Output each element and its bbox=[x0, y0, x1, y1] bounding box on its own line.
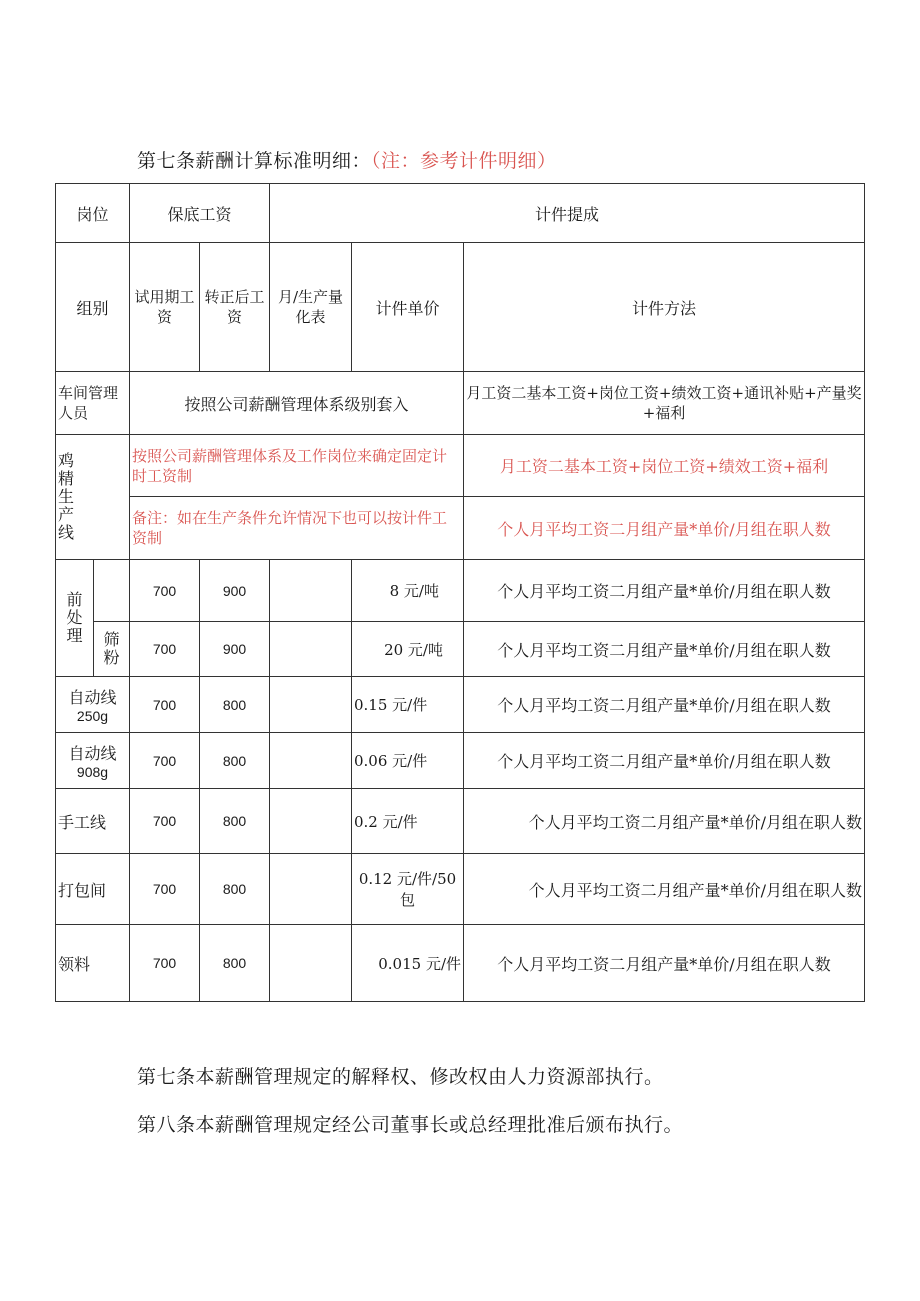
pretreat-label-text: 前处理 bbox=[66, 590, 83, 645]
table-row bbox=[56, 733, 865, 789]
chicken-row1-formula: 月工资二基本工资+岗位工资+绩效工资+福利 bbox=[464, 435, 865, 497]
row-regular: 800 bbox=[200, 733, 270, 789]
header-base-salary: 保底工资 bbox=[130, 184, 270, 243]
row-label-line2: 908g bbox=[76, 764, 109, 780]
table-row bbox=[56, 677, 865, 733]
row-price: 0.015 元/件 bbox=[352, 925, 464, 1002]
table-header-row-1 bbox=[56, 184, 865, 243]
pretreat-sub-1 bbox=[94, 560, 130, 622]
paragraph-article-8: 第八条本薪酬管理规定经公司董事长或总经理批准后颁布执行。 bbox=[137, 1114, 684, 1136]
pretreat-label bbox=[56, 560, 94, 677]
header-unit-price: 计件单价 bbox=[352, 243, 464, 372]
chicken-line-label-text: 鸡精生产线 bbox=[58, 451, 75, 542]
row-output bbox=[270, 854, 352, 925]
row-regular: 800 bbox=[200, 789, 270, 854]
table-row-management bbox=[56, 372, 865, 435]
pretreat-sub-2 bbox=[94, 622, 130, 677]
row-output bbox=[270, 733, 352, 789]
table-row-pretreat-2 bbox=[56, 622, 865, 677]
table-row bbox=[56, 854, 865, 925]
header-group: 组别 bbox=[56, 243, 130, 372]
row-formula: 个人月平均工资二月组产量*单价/月组在职人数 bbox=[464, 733, 865, 789]
pretreat-sub-2-text: 筛粉 bbox=[103, 630, 120, 667]
header-probation: 试用期工资 bbox=[130, 243, 200, 372]
table-row-pretreat-1 bbox=[56, 560, 865, 622]
row-label bbox=[56, 677, 130, 733]
row-label-line2: 250g bbox=[76, 708, 109, 724]
row-output bbox=[270, 677, 352, 733]
row-label: 手工线 bbox=[56, 789, 130, 854]
section-title bbox=[137, 146, 557, 173]
row-label-line1: 自动线 bbox=[68, 688, 117, 707]
chicken-row2-formula: 个人月平均工资二月组产量*单价/月组在职人数 bbox=[464, 497, 865, 560]
pretreat-2-output bbox=[270, 622, 352, 677]
row-probation: 700 bbox=[130, 925, 200, 1002]
header-piece-commission: 计件提成 bbox=[270, 184, 865, 243]
row-probation: 700 bbox=[130, 677, 200, 733]
header-monthly-output: 月/生产量化表 bbox=[270, 243, 352, 372]
row-probation: 700 bbox=[130, 733, 200, 789]
header-position: 岗位 bbox=[56, 184, 130, 243]
row-regular: 800 bbox=[200, 677, 270, 733]
row-price: 0.15 元/件 bbox=[352, 677, 464, 733]
paragraph-article-7: 第七条本薪酬管理规定的解释权、修改权由人力资源部执行。 bbox=[137, 1066, 664, 1088]
row-label-line1: 自动线 bbox=[68, 744, 117, 763]
table-row-chicken-1 bbox=[56, 435, 865, 497]
pretreat-1-regular: 900 bbox=[200, 560, 270, 622]
section-title-main: 第七条薪酬计算标准明细： bbox=[137, 150, 372, 172]
header-method: 计件方法 bbox=[464, 243, 865, 372]
table-header-row-2 bbox=[56, 243, 865, 372]
pretreat-1-probation: 700 bbox=[130, 560, 200, 622]
row-formula: 个人月平均工资二月组产量*单价/月组在职人数 bbox=[464, 677, 865, 733]
row-regular: 800 bbox=[200, 854, 270, 925]
pretreat-1-price: 8 元/吨 bbox=[352, 560, 464, 622]
row-formula: 个人月平均工资二月组产量*单价/月组在职人数 bbox=[464, 789, 865, 854]
pretreat-1-output bbox=[270, 560, 352, 622]
pretreat-2-price: 20 元/吨 bbox=[352, 622, 464, 677]
table-row-chicken-2 bbox=[56, 497, 865, 560]
header-regular: 转正后工资 bbox=[200, 243, 270, 372]
chicken-row2-base: 备注：如在生产条件允许情况下也可以按计件工资制 bbox=[130, 497, 464, 560]
chicken-line-label bbox=[56, 435, 130, 560]
row-price: 0.2 元/件 bbox=[352, 789, 464, 854]
row-price: 0.06 元/件 bbox=[352, 733, 464, 789]
table-row bbox=[56, 789, 865, 854]
row-label: 领料 bbox=[56, 925, 130, 1002]
pretreat-1-formula: 个人月平均工资二月组产量*单价/月组在职人数 bbox=[464, 560, 865, 622]
row-formula: 个人月平均工资二月组产量*单价/月组在职人数 bbox=[464, 925, 865, 1002]
row-label: 打包间 bbox=[56, 854, 130, 925]
row-formula: 个人月平均工资二月组产量*单价/月组在职人数 bbox=[464, 854, 865, 925]
row-price: 0.12 元/件/50包 bbox=[352, 854, 464, 925]
row-probation: 700 bbox=[130, 789, 200, 854]
row-label bbox=[56, 733, 130, 789]
table-row bbox=[56, 925, 865, 1002]
pretreat-2-regular: 900 bbox=[200, 622, 270, 677]
row-regular: 800 bbox=[200, 925, 270, 1002]
mgmt-base: 按照公司薪酬管理体系级别套入 bbox=[130, 372, 464, 435]
row-probation: 700 bbox=[130, 854, 200, 925]
mgmt-formula: 月工资二基本工资+岗位工资+绩效工资+通讯补贴+产量奖+福利 bbox=[464, 372, 865, 435]
mgmt-label: 车间管理人员 bbox=[56, 372, 130, 435]
section-title-note: （注：参考计件明细） bbox=[371, 150, 557, 172]
salary-table bbox=[55, 183, 865, 1002]
row-output bbox=[270, 925, 352, 1002]
row-output bbox=[270, 789, 352, 854]
pretreat-2-formula: 个人月平均工资二月组产量*单价/月组在职人数 bbox=[464, 622, 865, 677]
chicken-row1-base: 按照公司薪酬管理体系及工作岗位来确定固定计时工资制 bbox=[130, 435, 464, 497]
pretreat-2-probation: 700 bbox=[130, 622, 200, 677]
